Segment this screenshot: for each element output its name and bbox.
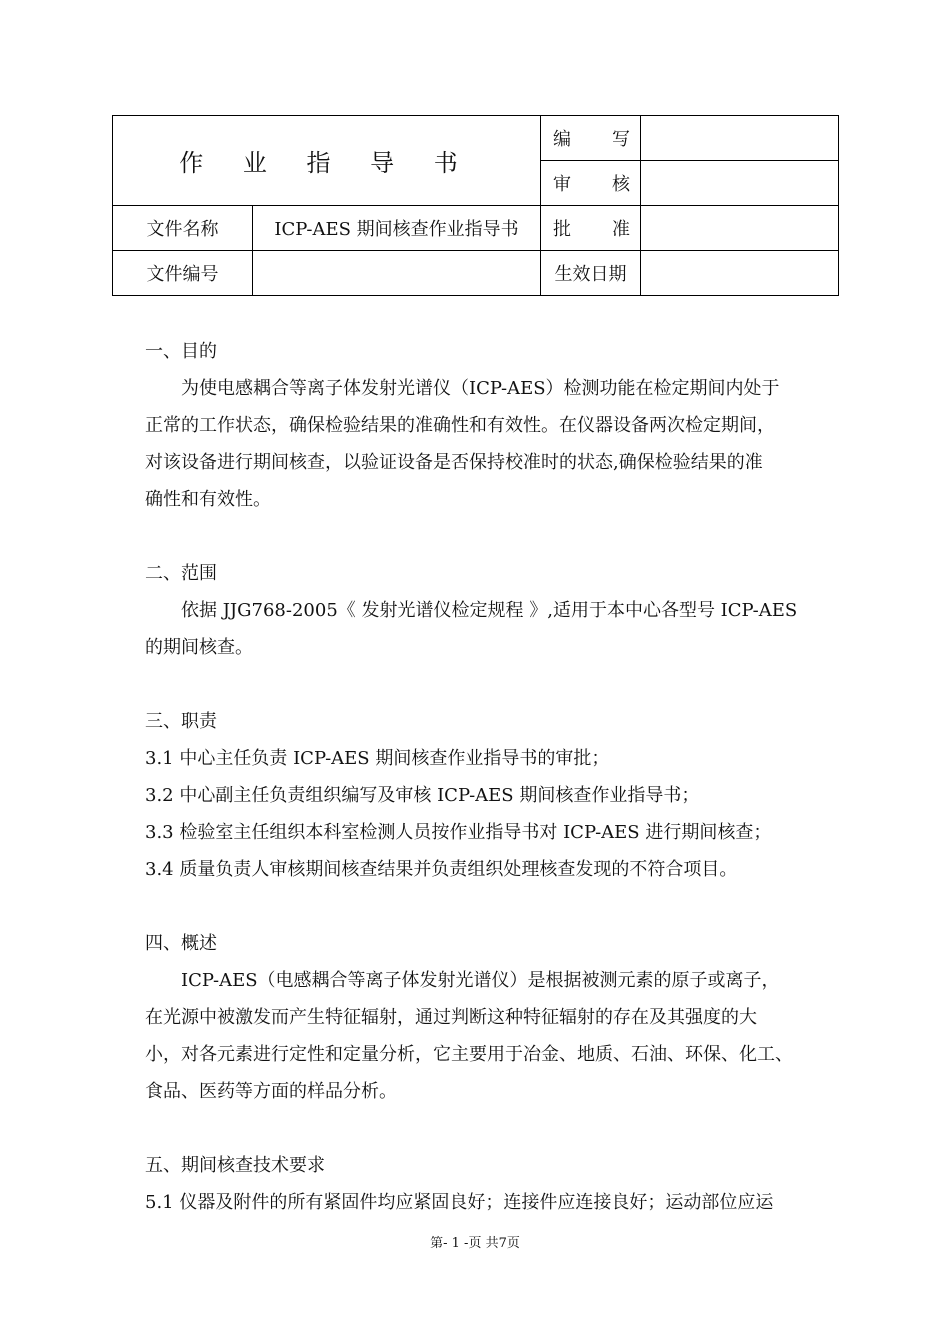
body-line: 的期间核查。: [145, 637, 253, 658]
header-row-1: [113, 116, 839, 161]
review-label: [541, 161, 641, 206]
approve-label-char-1: 批: [553, 219, 572, 240]
effective-date-value: [641, 251, 839, 296]
header-row-3: [113, 206, 839, 251]
body-line: 对该设备进行期间核查，以验证设备是否保持校准时的状态,确保检验结果的准: [145, 452, 763, 473]
approve-label-char-2: 准: [612, 219, 631, 240]
edit-label: [541, 116, 641, 161]
body-line: 3.2 中心副主任负责组织编写及审核 ICP-AES 期间核查作业指导书；: [145, 785, 700, 806]
section-heading: 五、期间核查技术要求: [145, 1155, 325, 1176]
review-label-char-2: 核: [612, 174, 631, 195]
approve-label: [541, 206, 641, 251]
section-heading: 四、概述: [145, 933, 217, 954]
body-line: 5.1 仪器及附件的所有紧固件均应紧固良好；连接件应连接良好；运动部位应运: [145, 1192, 774, 1213]
body-line: 食品、医药等方面的样品分析。: [145, 1081, 397, 1102]
file-name-value: ICP-AES 期间核查作业指导书: [253, 206, 541, 251]
file-number-value: [253, 251, 541, 296]
section-heading: 三、职责: [145, 711, 217, 732]
review-value: [641, 161, 839, 206]
edit-label-char-2: 写: [612, 129, 631, 150]
section-heading: 二、范围: [145, 563, 217, 584]
body-line: ICP-AES（电感耦合等离子体发射光谱仪）是根据被测元素的原子或离子，: [181, 970, 780, 991]
file-name-label: 文件名称: [113, 206, 253, 251]
body-line: 依据 JJG768-2005《 发射光谱仪检定规程 》,适用于本中心各型号 ICP-AES: [181, 600, 798, 621]
header-row-4: [113, 251, 839, 296]
edit-label-char-1: 编: [553, 129, 572, 150]
document-body: [145, 333, 813, 1221]
body-line: 确性和有效性。: [145, 489, 271, 510]
body-line: 小，对各元素进行定性和定量分析，它主要用于冶金、地质、石油、环保、化工、: [145, 1044, 793, 1065]
body-line: 在光源中被激发而产生特征辐射，通过判断这种特征辐射的存在及其强度的大: [145, 1007, 757, 1028]
approve-value: [641, 206, 839, 251]
body-line: 3.1 中心主任负责 ICP-AES 期间核查作业指导书的审批；: [145, 748, 610, 769]
effective-date-label: 生效日期: [541, 251, 641, 296]
document-title: 作 业 指 导 书: [113, 116, 541, 206]
edit-value: [641, 116, 839, 161]
body-line: 3.4 质量负责人审核期间核查结果并负责组织处理核查发现的不符合项目。: [145, 859, 738, 880]
body-line: 为使电感耦合等离子体发射光谱仪（ICP-AES）检测功能在检定期间内处于: [181, 378, 780, 399]
body-line: 3.3 检验室主任组织本科室检测人员按作业指导书对 ICP-AES 进行期间核查；: [145, 822, 772, 843]
file-number-label: 文件编号: [113, 251, 253, 296]
section-heading: 一、目的: [145, 341, 217, 362]
review-label-char-1: 审: [553, 174, 572, 195]
page-footer: 第- 1 -页 共7页: [430, 1236, 520, 1251]
body-line: 正常的工作状态，确保检验结果的准确性和有效性。在仪器设备两次检定期间，: [145, 415, 775, 436]
document-header-table: [112, 115, 839, 296]
